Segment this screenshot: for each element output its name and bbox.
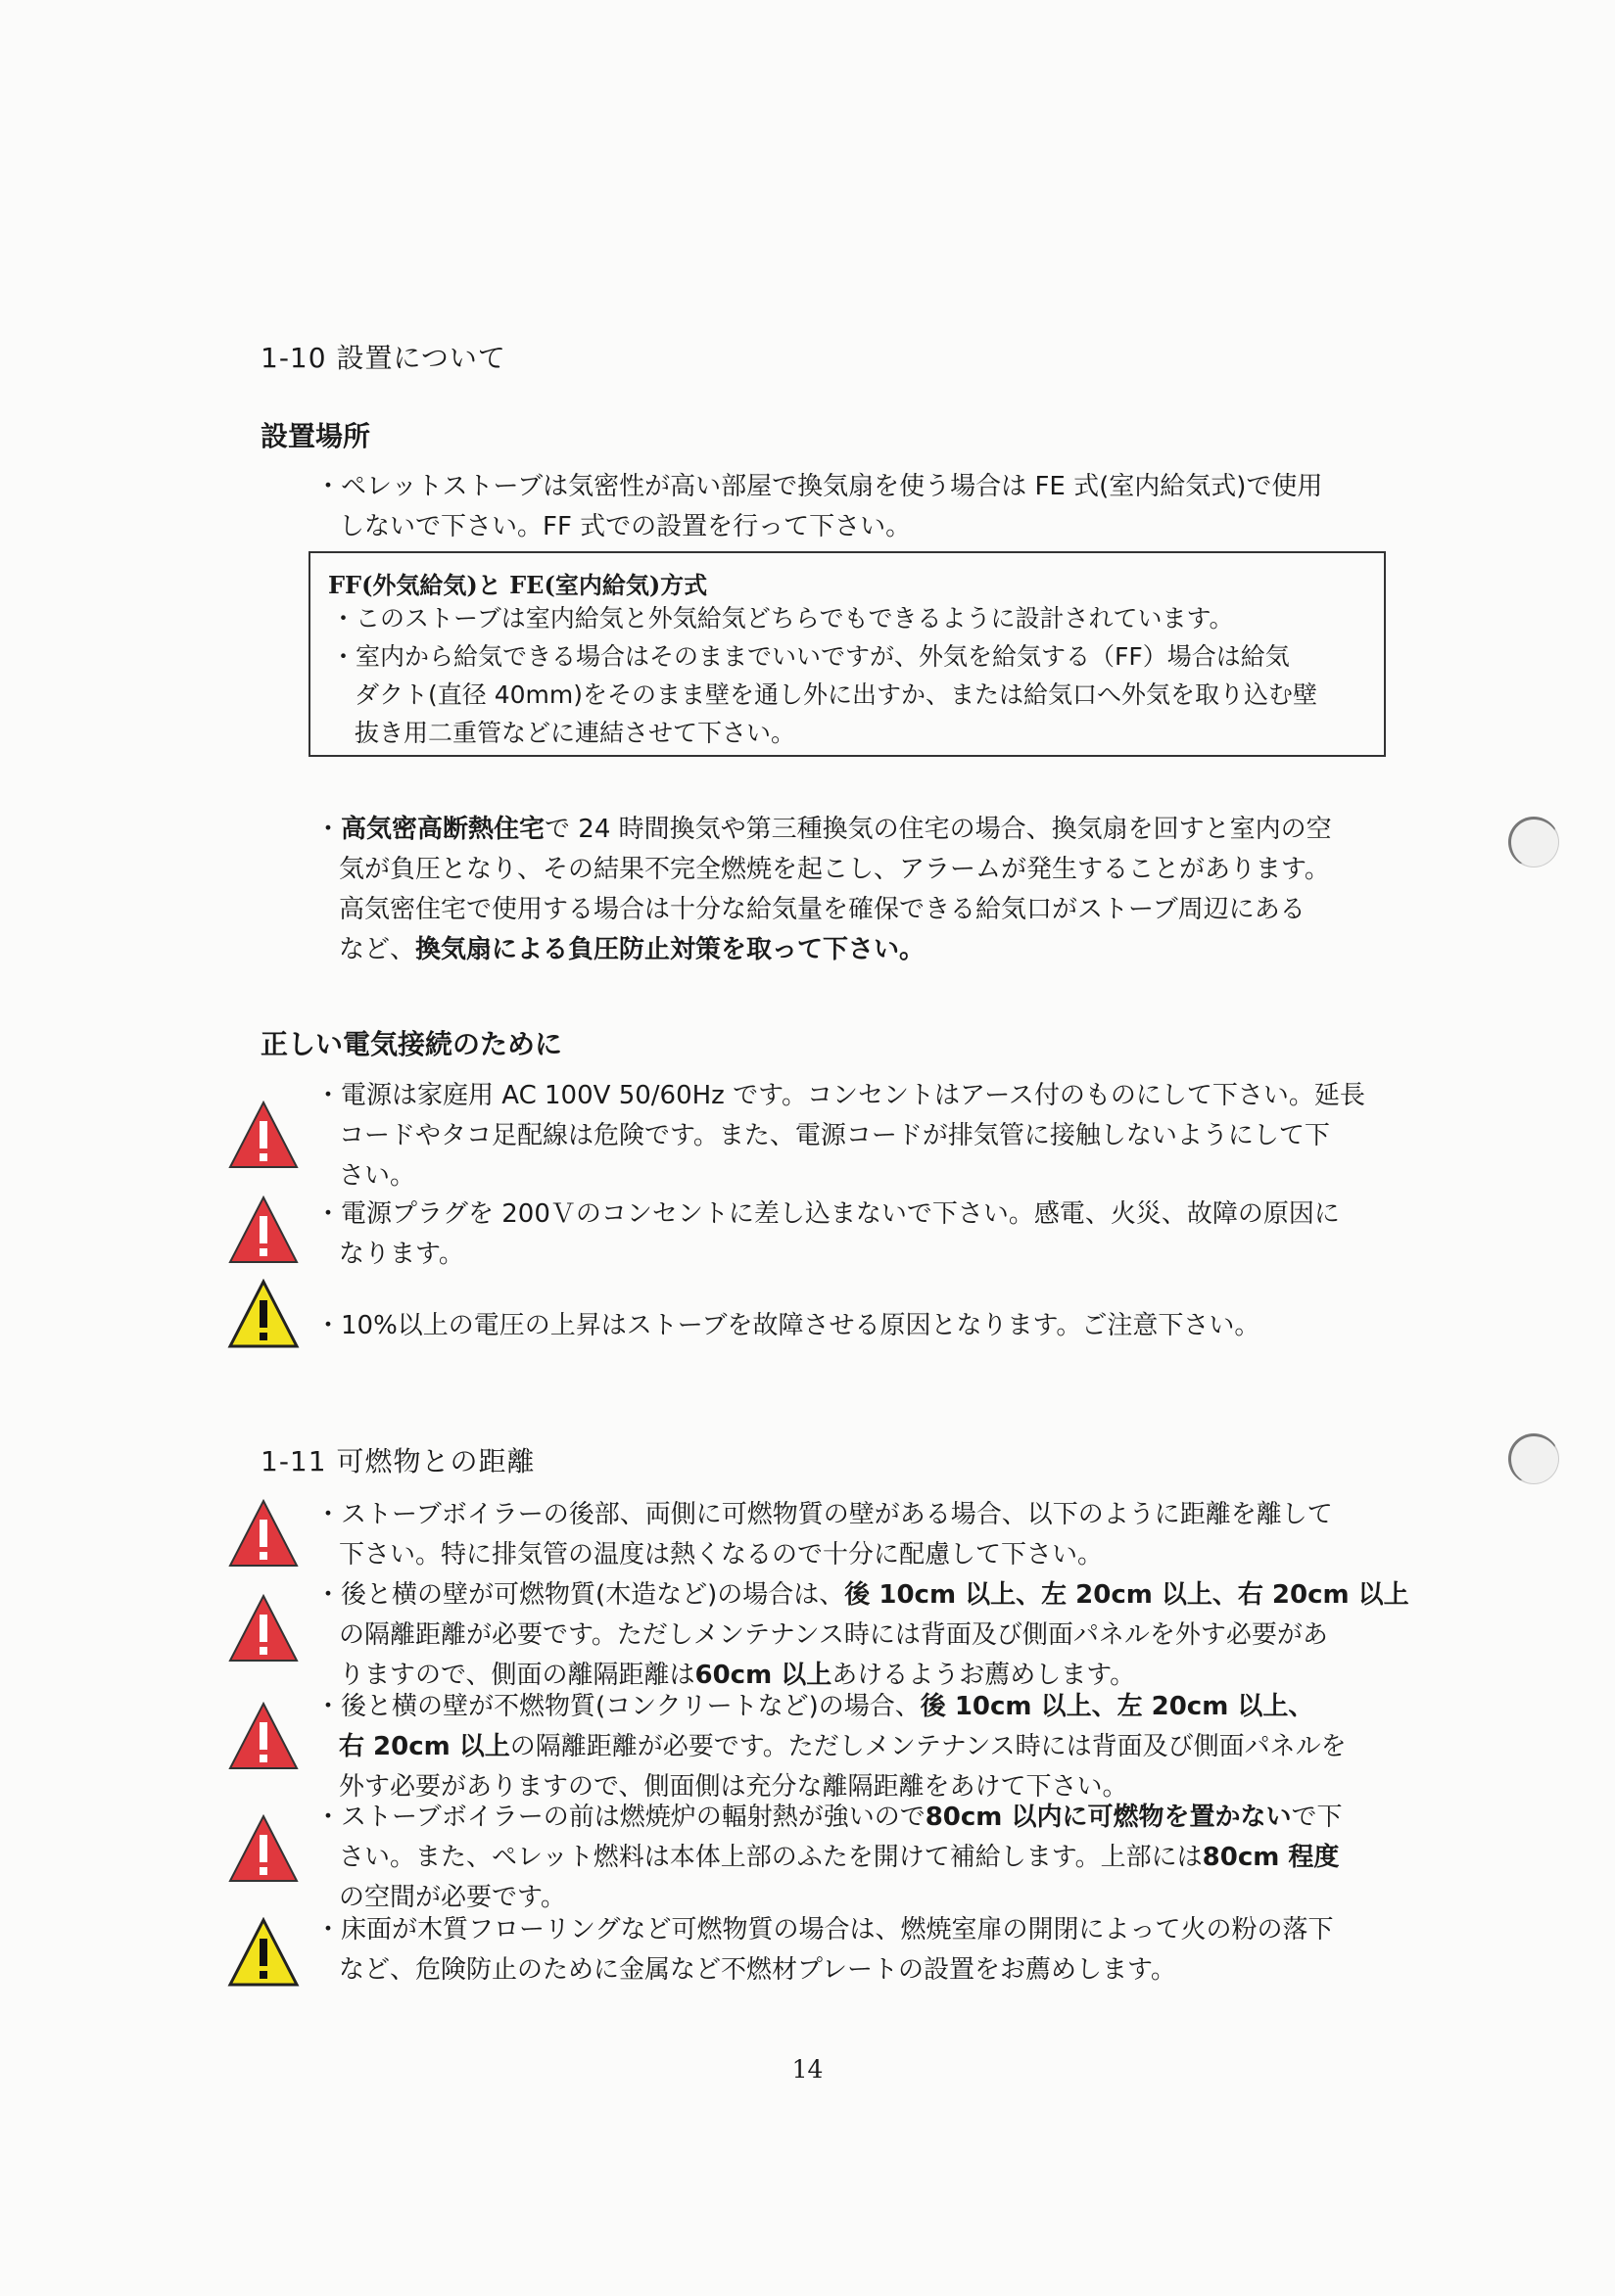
warning-red-icon (227, 1195, 300, 1265)
text-line: 下さい。特に排気管の温度は熱くなるので十分に配慮して下さい。 (339, 1540, 1104, 1570)
bold-text: 右 20cm 以上 (339, 1732, 510, 1761)
text-line: 高気密住宅で使用する場合は十分な給気量を確保できる給気口がストーブ周辺にある (339, 895, 1306, 924)
text-span: ・後と横の壁が可燃物質(木造など)の場合は、 (315, 1580, 845, 1610)
text-line: ・床面が木質フローリングなど可燃物質の場合は、燃焼室扉の開閉によって火の粉の落下 (315, 1915, 1334, 1945)
text-line: なります。 (339, 1240, 464, 1269)
text-line: ・ストーブボイラーの後部、両側に可燃物質の壁がある場合、以下のように距離を離して (315, 1500, 1333, 1529)
warning-red-icon (227, 1593, 300, 1663)
text-line: ・ペレットストーブは気密性が高い部屋で換気扇を使う場合は FE 式(室内給気式)で使用 (315, 472, 1323, 501)
text-line (315, 1798, 1342, 1838)
punch-hole-icon (1508, 1433, 1559, 1484)
text-line: ・電源は家庭用 AC 100V 50/60Hz です。コンセントはアース付のものにして下さい。延長 (315, 1081, 1365, 1110)
text-line: しないで下さい。FF 式での設置を行って下さい。 (339, 512, 912, 541)
text-line (315, 1727, 1347, 1767)
page-number: 14 (791, 2055, 824, 2084)
paragraph-airtight-house (315, 810, 1332, 970)
warning-red-icon (227, 1498, 300, 1569)
warning-red-icon (227, 1813, 300, 1884)
text-line: コードやタコ足配線は危険です。また、電源コードが排気管に接触しないようにして下 (339, 1121, 1330, 1150)
text-span: の隔離距離が必要です。ただしメンテナンス時には背面及び側面パネルを (509, 1732, 1347, 1761)
paragraph-power-supply (315, 1076, 1365, 1196)
info-box-title: FF(外気給気)と FE(室内給気)方式 (328, 571, 708, 599)
bold-text: 60cm 以上 (694, 1661, 832, 1690)
text-line: ・このストーブは室内給気と外気給気どちらでもできるように設計されています。 (331, 604, 1234, 633)
warning-red-icon (227, 1100, 300, 1170)
bold-text: 80cm 以内に可燃物を置かない (925, 1803, 1292, 1832)
subheading-electrical: 正しい電気接続のために (261, 1028, 563, 1060)
text-span: ・後と横の壁が不燃物質(コンクリートなど)の場合、 (315, 1692, 921, 1721)
text-span: ・ストーブボイラーの前は燃焼炉の輻射熱が強いので (315, 1803, 926, 1832)
text-line: など、危険防止のために金属など不燃材プレートの設置をお薦めします。 (339, 1955, 1176, 1985)
section-title-1-11: 1-11 可燃物との距離 (261, 1445, 536, 1477)
text-span: で下 (1291, 1803, 1343, 1832)
subheading-installation-place: 設置場所 (261, 420, 371, 452)
text-line: 気が負圧となり、その結果不完全燃焼を起こし、アラームが発生することがあります。 (339, 855, 1330, 884)
text-span: あけるようお薦めします。 (831, 1661, 1136, 1690)
punch-hole-icon (1508, 817, 1559, 867)
section-title-1-10: 1-10 設置について (261, 342, 506, 374)
text-line: ・室内から給気できる場合はそのままでいいですが、外気を給気する（FF）場合は給気 (331, 642, 1290, 671)
text-line (315, 1575, 1409, 1616)
bold-text: 換気扇による負圧防止対策を取って下さい。 (415, 935, 926, 964)
text-line: 外す必要がありますので、側面側は充分な離隔距離をあけて下さい。 (339, 1772, 1128, 1802)
bold-text: 80cm 程度 (1202, 1843, 1340, 1872)
caution-yellow-icon (227, 1279, 300, 1349)
paragraph-distance-intro (315, 1495, 1333, 1575)
text-line (315, 1838, 1342, 1878)
text-line: ・電源プラグを 200Ｖのコンセントに差し込まないで下さい。感電、火災、故障の原因に (315, 1199, 1340, 1229)
text-line (315, 930, 1332, 970)
paragraph-floor (315, 1910, 1333, 1991)
text-span: さい。また、ペレット燃料は本体上部のふたを開けて補給します。上部には (339, 1843, 1203, 1872)
bold-text: 後 10cm 以上、左 20cm 以上、 (920, 1692, 1314, 1721)
paragraph-front-clearance (315, 1798, 1342, 1918)
text-line (315, 1687, 1347, 1727)
paragraph-pellet-stove (315, 467, 1322, 547)
warning-red-icon (227, 1701, 300, 1771)
bold-text: 高気密高断熱住宅 (341, 815, 546, 844)
text-line: の空間が必要です。 (339, 1883, 566, 1912)
caution-yellow-icon (227, 1917, 300, 1988)
paragraph-voltage (315, 1306, 1259, 1346)
text-span: りますので、側面の離隔距離は (339, 1661, 695, 1690)
bold-text: 後 10cm 以上、左 20cm 以上、右 20cm 以上 (844, 1580, 1409, 1610)
text-line: の隔離距離が必要です。ただしメンテナンス時には背面及び側面パネルを外す必要があ (339, 1620, 1328, 1650)
text-line: ・高気密高断熱住宅で 24 時間換気や第三種換気の住宅の場合、換気扇を回すと室内の空 (315, 815, 1332, 844)
text-line: ダクト(直径 40mm)をそのまま壁を通し外に出すか、または給気口へ外気を取り込む壁 (355, 680, 1317, 709)
text-span: など、 (339, 935, 416, 964)
paragraph-200v-plug (315, 1195, 1340, 1275)
text-span: で 24 時間換気や第三種換気の住宅の場合、換気扇を回すと室内の空 (545, 815, 1332, 844)
text-line: ・10%以上の電圧の上昇はストーブを故障させる原因となります。ご注意下さい。 (315, 1311, 1260, 1340)
info-box-body (331, 599, 1317, 752)
paragraph-noncombustible-wall (315, 1687, 1347, 1807)
text-line: 抜き用二重管などに連結させて下さい。 (355, 719, 796, 747)
paragraph-combustible-wall (315, 1575, 1409, 1696)
text-line: さい。 (339, 1161, 416, 1191)
